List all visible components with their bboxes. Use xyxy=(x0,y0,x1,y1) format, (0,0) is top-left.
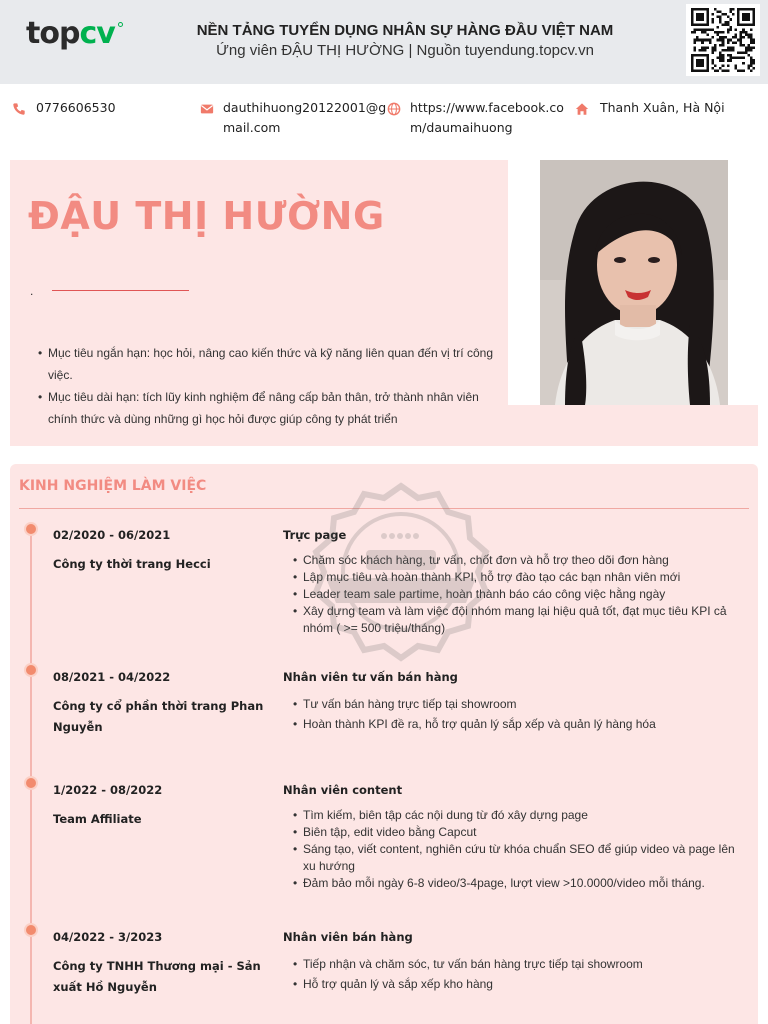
entry-role: Nhân viên bán hàng xyxy=(283,930,413,944)
email-line-2: mail.com xyxy=(223,120,281,135)
entry-company: Công ty TNHH Thương mại - Sản xuất Hồ Nguyễn xyxy=(53,959,261,994)
logo-text-cv: cv xyxy=(79,16,115,51)
header-title: NỀN TẢNG TUYỂN DỤNG NHÂN SỰ HÀNG ĐẦU VIỆT NAM xyxy=(196,22,614,39)
entry-task-list xyxy=(293,694,743,734)
task-item: • Đảm bảo mỗi ngày 6-8 video/3-4page, lượt view >10.0000/video mỗi tháng. xyxy=(293,875,743,892)
topcv-logo[interactable] xyxy=(26,16,115,51)
facebook-line-2: m/daumaihuong xyxy=(410,120,513,135)
section-title: KINH NGHIỆM LÀM VIỆC xyxy=(19,478,207,494)
entry-role: Nhân viên tư vấn bán hàng xyxy=(283,670,458,684)
facebook-link[interactable] xyxy=(410,98,564,138)
task-item: • Tiếp nhận và chăm sóc, tư vấn bán hàng trực tiếp tại showroom xyxy=(293,954,743,974)
topcv-watermark-icon xyxy=(306,478,496,668)
task-item: • Sáng tạo, viết content, nghiên cứu từ khóa chuẩn SEO để giúp video và page lên xu hướng xyxy=(293,841,743,875)
timeline-dot xyxy=(24,923,38,937)
phone-icon xyxy=(12,102,26,116)
phone-number[interactable]: 0776606530 xyxy=(36,100,116,115)
entry-date: 1/2022 - 08/2022 xyxy=(53,783,163,797)
career-objectives xyxy=(38,342,508,430)
avatar-photo xyxy=(540,160,728,405)
envelope-icon xyxy=(200,102,214,116)
site-header xyxy=(0,0,768,84)
task-item: • Xây dựng team và làm việc đội nhóm mang lại hiệu quả tốt, đạt mục tiêu KPI cả nhóm ( >= 500 triệu/tháng) xyxy=(293,603,743,637)
qr-code xyxy=(686,4,760,76)
objective-item: • Mục tiêu ngắn hạn: học hỏi, nâng cao kiến thức và kỹ năng liên quan đến vị trí công việc. xyxy=(38,342,508,386)
task-item: • Lập mục tiêu và hoàn thành KPI, hỗ trợ đào tạo các bạn nhân viên mới xyxy=(293,569,743,586)
job-title: . xyxy=(30,284,34,298)
entry-role: Trực page xyxy=(283,528,347,542)
task-item: • Tư vấn bán hàng trực tiếp tại showroom xyxy=(293,694,743,714)
entry-date: 08/2021 - 04/2022 xyxy=(53,670,171,684)
qr-code-icon xyxy=(690,8,756,72)
facebook-line-1: https://www.facebook.co xyxy=(410,100,564,115)
address: Thanh Xuân, Hà Nội xyxy=(600,100,725,115)
task-item: • Hỗ trợ quản lý và sắp xếp kho hàng xyxy=(293,974,743,994)
entry-company: Team Affiliate xyxy=(53,812,142,826)
timeline-dot xyxy=(24,663,38,677)
email-address[interactable] xyxy=(223,98,386,138)
email-line-1: dauthihuong20122001@g xyxy=(223,100,387,115)
entry-task-list xyxy=(293,807,743,892)
entry-task-list xyxy=(293,954,743,994)
task-item: • Biên tập, edit video bằng Capcut xyxy=(293,824,743,841)
task-item: • Tìm kiếm, biên tập các nội dung từ đó xây dựng page xyxy=(293,807,743,824)
timeline-line xyxy=(30,526,32,1024)
entry-date: 02/2020 - 06/2021 xyxy=(53,528,171,542)
timeline-dot xyxy=(24,776,38,790)
timeline-dot xyxy=(24,522,38,536)
task-item: • Hoàn thành KPI đề ra, hỗ trợ quản lý sắp xếp và quản lý hàng hóa xyxy=(293,714,743,734)
logo-text-top: top xyxy=(26,16,80,51)
contact-row xyxy=(0,90,768,146)
logo-registered-icon xyxy=(118,22,123,27)
entry-company: Công ty cổ phần thời trang Phan Nguyễn xyxy=(53,699,264,734)
home-icon xyxy=(575,102,589,116)
task-item: • Leader team sale partime, hoàn thành báo cáo công việc hằng ngày xyxy=(293,586,743,603)
globe-icon xyxy=(387,102,401,116)
header-subtitle: Ứng viên ĐẬU THỊ HƯỜNG | Nguồn tuyendung.topcv.vn xyxy=(216,42,594,59)
divider-line xyxy=(52,290,189,291)
task-item: • Chăm sóc khách hàng, tư vấn, chốt đơn và hỗ trợ theo dõi đơn hàng xyxy=(293,552,743,569)
candidate-name: ĐẬU THỊ HƯỜNG xyxy=(28,194,385,238)
entry-date: 04/2022 - 3/2023 xyxy=(53,930,163,944)
entry-role: Nhân viên content xyxy=(283,783,403,797)
entry-company: Công ty thời trang Hecci xyxy=(53,557,211,571)
objective-item: • Mục tiêu dài hạn: tích lũy kinh nghiệm để nâng cấp bản thân, trở thành nhân viên chính thức và dùng những gì học hỏi được giúp công ty phát triển xyxy=(38,386,508,430)
